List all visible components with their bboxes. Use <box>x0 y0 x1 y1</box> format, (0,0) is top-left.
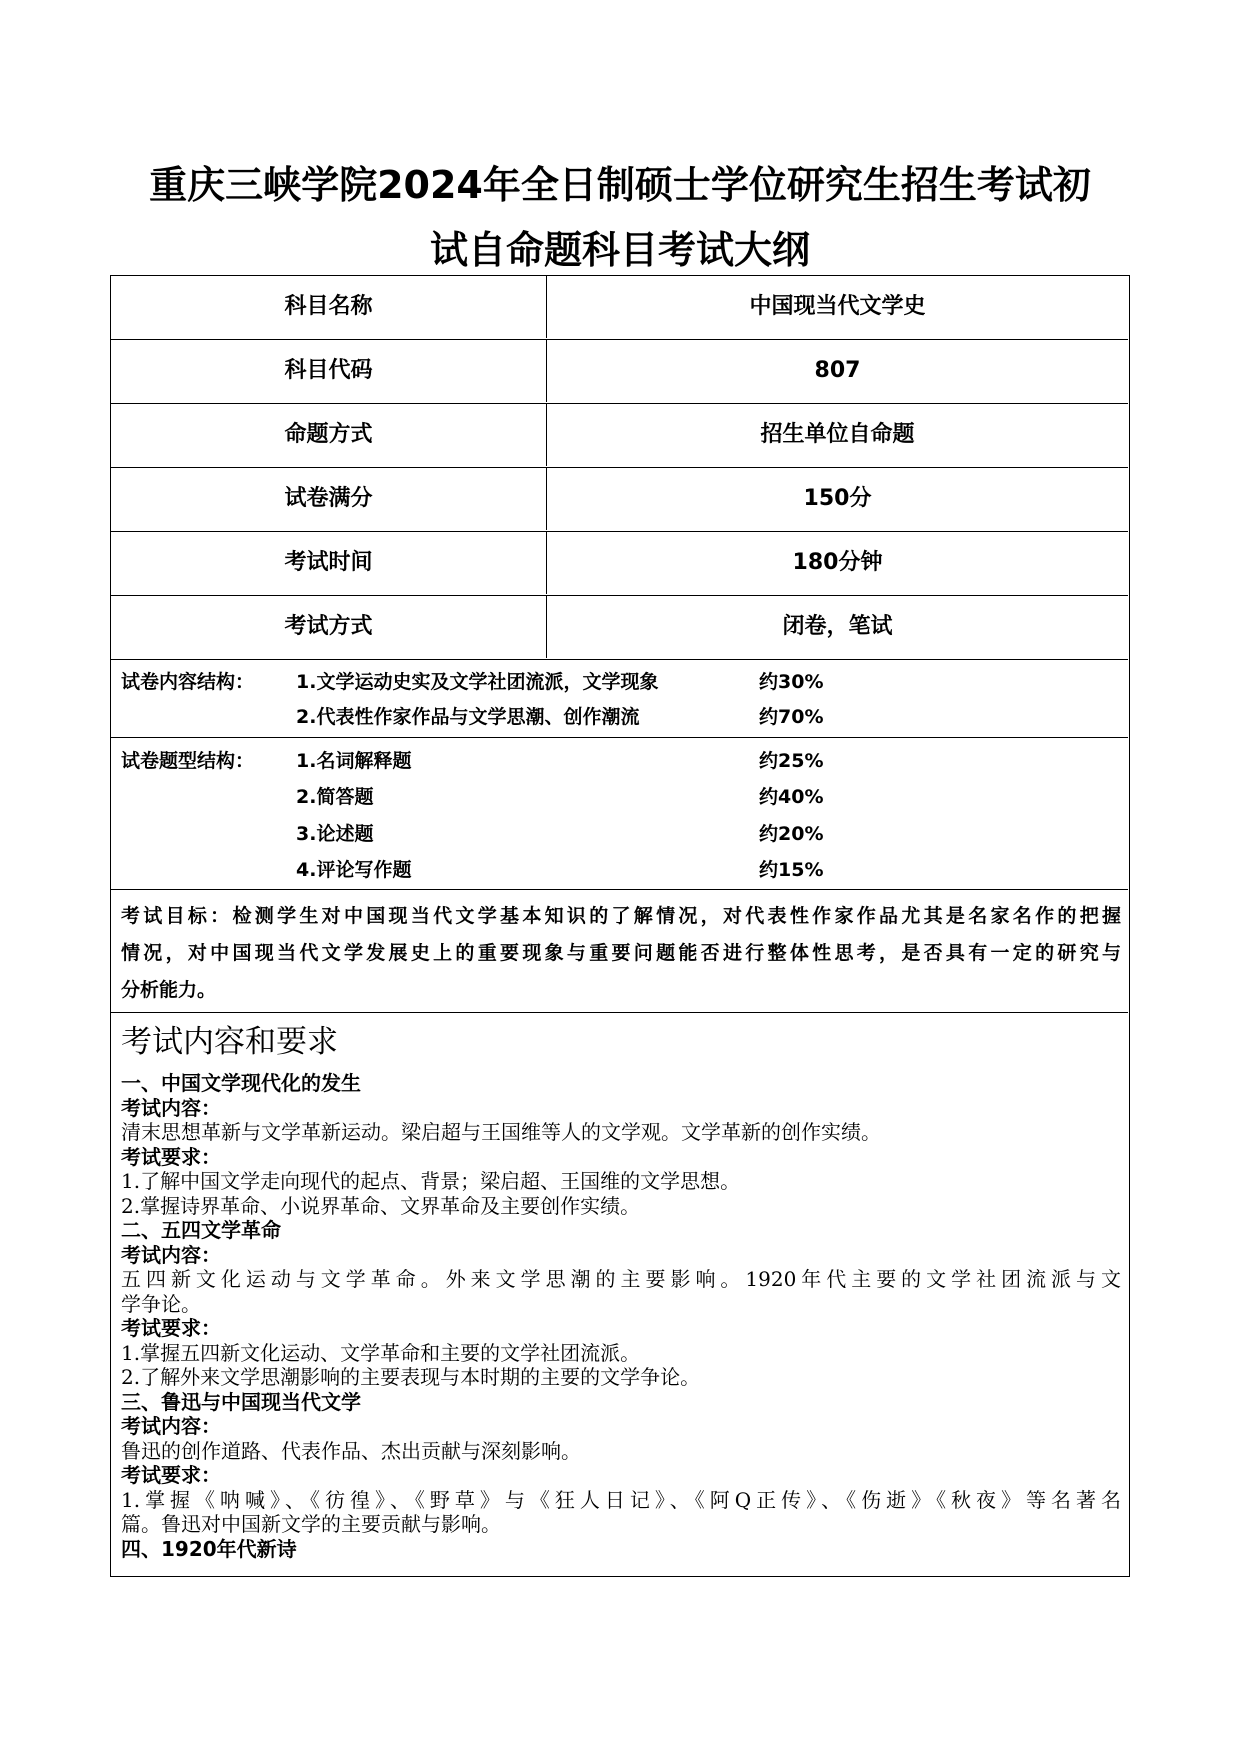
section-heading: 二、五四文学革命 <box>121 1218 281 1242</box>
body-line: 1.掌握五四新文化运动、文学革命和主要的文学社团流派。 <box>121 1340 641 1365</box>
document-title-line1: 重庆三峡学院2024年全日制硕士学位研究生招生考试初 <box>149 163 1091 207</box>
info-value: 807 <box>814 358 861 383</box>
exam-goal-line: 情况，对中国现当代文学发展史上的重要现象与重要问题能否进行整体性思考，是否具有一定的研究与 <box>121 942 1121 964</box>
exam-goal-line: 分析能力。 <box>121 979 217 1001</box>
question-structure-pct: 约15% <box>759 859 824 881</box>
info-key: 科目名称 <box>111 276 547 338</box>
exam-goal-line: 考试目标：检测学生对中国现当代文学基本知识的了解情况，对代表性作家作品尤其是名家名作的把握 <box>121 905 1121 927</box>
question-structure-item: 4.评论写作题 <box>296 859 412 881</box>
body-line: 1.掌握《呐喊》、《彷徨》、《野草》与《狂人日记》、《阿Q正传》、《伤逝》《秋夜》等名著名 <box>121 1487 1121 1512</box>
body-line: 清末思想革新与文学革新运动。梁启超与王国维等人的文学观。文学革新的创作实绩。 <box>121 1120 881 1144</box>
document-title-line2: 试自命题科目考试大纲 <box>429 228 810 272</box>
info-row-subject-code <box>111 340 1128 404</box>
body-line: 2.了解外来文学思潮影响的主要表现与本时期的主要的文学争论。 <box>121 1365 701 1389</box>
subheading: 考试要求： <box>121 1144 221 1169</box>
exam-goal-section <box>111 890 1128 1013</box>
body-line: 1.了解中国文学走向现代的起点、背景；梁启超、王国维的文学思想。 <box>121 1169 741 1193</box>
section-heading: 三、鲁迅与中国现当代文学 <box>121 1389 361 1414</box>
subheading: 考试要求： <box>121 1463 221 1487</box>
body-line: 2.掌握诗界革命、小说界革命、文界革命及主要创作实绩。 <box>121 1193 641 1218</box>
info-key: 试卷满分 <box>111 468 547 530</box>
content-heading: 考试内容和要求 <box>121 1024 338 1060</box>
content-structure-item: 2.代表性作家作品与文学思潮、创作潮流 <box>296 706 640 728</box>
content-structure-label: 试卷内容结构： <box>121 671 255 693</box>
content-body <box>121 1071 1121 1561</box>
info-row-exam-time <box>111 532 1128 596</box>
question-structure-item: 2.简答题 <box>296 786 374 808</box>
content-structure-section <box>111 660 1128 738</box>
section-heading: 四、1920年代新诗 <box>121 1536 297 1561</box>
content-structure-pct: 约30% <box>759 671 824 693</box>
info-row-subject-name <box>111 276 1128 340</box>
question-structure-pct: 约40% <box>759 786 824 808</box>
info-value: 闭卷，笔试 <box>782 614 893 639</box>
body-line: 学争论。 <box>121 1291 201 1316</box>
exam-goal-text <box>121 898 1121 1009</box>
info-key: 考试方式 <box>111 596 547 658</box>
section-heading: 一、中国文学现代化的发生 <box>121 1071 361 1095</box>
body-line: 篇。鲁迅对中国新文学的主要贡献与影响。 <box>121 1512 501 1536</box>
question-structure-section <box>111 738 1128 890</box>
body-line: 鲁迅的创作道路、代表作品、杰出贡献与深刻影响。 <box>121 1438 581 1463</box>
subheading: 考试内容： <box>121 1414 221 1438</box>
info-key: 考试时间 <box>111 532 547 594</box>
question-structure-item: 1.名词解释题 <box>296 750 412 772</box>
question-structure-pct: 约25% <box>759 750 824 772</box>
info-value: 150分 <box>803 486 872 511</box>
question-structure-label: 试卷题型结构： <box>121 750 255 772</box>
info-value: 中国现当代文学史 <box>749 294 926 319</box>
info-value: 180分钟 <box>792 550 883 575</box>
info-row-full-score <box>111 468 1128 532</box>
question-structure-item: 3.论述题 <box>296 823 374 845</box>
syllabus-table <box>110 275 1130 1577</box>
body-line: 五四新文化运动与文学革命。外来文学思潮的主要影响。1920年代主要的文学社团流派与文 <box>121 1267 1121 1291</box>
subheading: 考试内容： <box>121 1095 221 1120</box>
info-key: 科目代码 <box>111 340 547 402</box>
info-row-proposition-method <box>111 404 1128 468</box>
info-value: 招生单位自命题 <box>760 422 915 447</box>
info-key: 命题方式 <box>111 404 547 466</box>
question-structure-pct: 约20% <box>759 823 824 845</box>
subheading: 考试内容： <box>121 1242 221 1267</box>
info-row-exam-method <box>111 596 1128 660</box>
content-structure-pct: 约70% <box>759 706 824 728</box>
subheading: 考试要求： <box>121 1316 221 1340</box>
content-structure-item: 1.文学运动史实及文学社团流派，文学现象 <box>296 671 659 693</box>
